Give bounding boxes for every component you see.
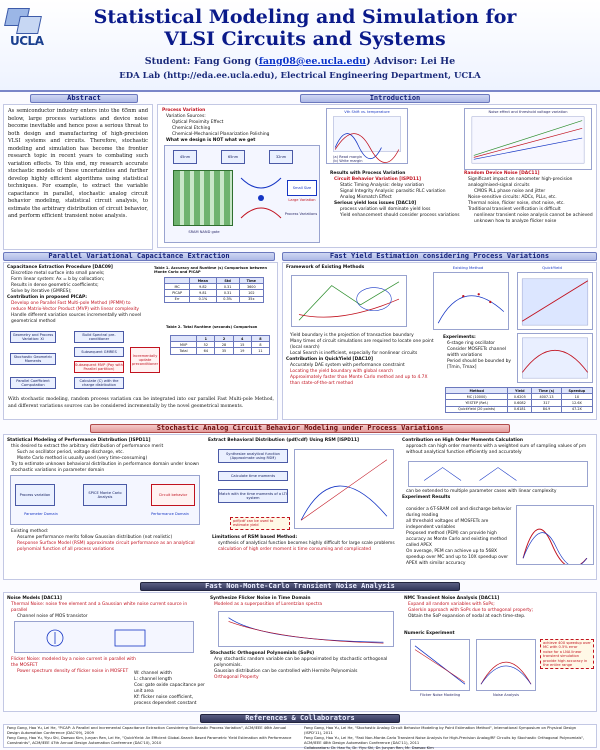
flow-coeff: Parallel Coefficient Computation	[10, 377, 56, 389]
flow-precond: Build Spectral pre-conditioner	[74, 331, 124, 343]
abstract-panel	[3, 104, 153, 250]
student-name: Fang Gong	[193, 56, 251, 67]
results-item: all threshold voltages of MOSFETs are independent variables	[406, 519, 489, 530]
node-45nm: 45nm	[173, 150, 197, 164]
cap-item: Develop one Parallel Fast Multi-pole Method (PFMM) to reduce Matrix-Vector Product (MVP) with linear complexity	[11, 301, 140, 312]
noise-col1-flicker	[7, 657, 137, 675]
noise-item: Significant impact on nanometer high-precision analog/mixed-signal circuits	[468, 177, 573, 188]
experiment-item: Consider MOSFETs channel width variations	[447, 347, 507, 358]
noise-item: unknown how to analyze flicker noise	[474, 219, 557, 224]
advisor-label: Advisor:	[373, 56, 418, 67]
cap-item: Capacitance Extraction Procedure [DAC09]	[7, 265, 113, 270]
yield-item: Locating the yield boundary with global search	[290, 369, 393, 374]
parameter-domain-label: Parameter Domain	[24, 512, 58, 516]
moment-formula-glyphs	[409, 462, 587, 486]
yield-item: Local Search is inefficient, especially for nonlinear circuits	[290, 351, 418, 356]
node-32nm: 32nm	[269, 150, 293, 164]
noise-col3-head: NMC Transient Noise Analysis [DAC11]	[404, 596, 500, 601]
yield-item: Approximately faster than Monte Carlo method and up to 4.7X than state-of-the-art method	[290, 375, 428, 386]
what-we-design: What we design is NOT what we get	[166, 138, 256, 143]
results-item: consider a 6T-SRAM cell and discharge behavior during reading	[406, 507, 512, 518]
stochastic-heading: Stochastic Analog Circuit Behavior Modeling under Process Variations	[90, 424, 510, 433]
noise-col2-sub: Modeled as a superposition of Lorentzian spectra	[214, 602, 323, 607]
poster-header	[0, 0, 600, 92]
noise-col3-item: Galerkin approach with SoPs due to orthogonal property;	[408, 608, 534, 613]
existing-method-chart	[433, 272, 509, 330]
numeric-note: provide high accuracy in the entire range	[543, 658, 588, 668]
table2	[170, 335, 270, 355]
experiment-item: Period should be bounded by [Tmin, Tmax]	[447, 359, 512, 370]
noise-item: Noise-sensitive circuits: ADCs, PLLs, etc.	[468, 195, 557, 200]
fast-noise-panel	[3, 592, 597, 712]
table-row: 1 2 4 8	[171, 336, 270, 342]
stoch-col2-limits	[208, 535, 398, 553]
framework-head-wrap	[286, 265, 426, 271]
existing-method-plot	[434, 273, 508, 329]
stoch-col1-item: Existing method:	[11, 529, 49, 534]
results-item: Proposed method (PEM) can provide high accuracy as Monte Carlo and existing method called APEX	[406, 531, 507, 548]
variation-sources-label: Variation Sources:	[166, 114, 206, 119]
stoch-col1-item: Such as oscillator period, voltage discharge, etc.	[17, 450, 124, 455]
stoch-col1	[7, 438, 203, 474]
circuit-item: Static Timing Analysis: delay variation	[340, 183, 424, 188]
circuit-behavior-head: Circuit Behavior Variation [ISPD11]	[334, 177, 422, 182]
yield-item: process variation will dominate yield loss	[340, 207, 431, 212]
yield-item: Accurately DAE system with performance constraint	[290, 363, 405, 368]
table-row: Mean Std Time	[165, 278, 264, 284]
numeric-note: achieve 40X speedup over MC with 0.5% error	[543, 641, 591, 650]
noise-analysis-plot	[477, 640, 535, 690]
references-panel	[3, 724, 597, 748]
circuit-item: Signal Integrity Analysis: parasitic RLC variation	[340, 189, 446, 194]
stoch-col2-item: Limitations of RSM based Method:	[212, 535, 298, 540]
introduction-heading: Introduction	[300, 94, 490, 103]
references-left	[7, 726, 297, 746]
parallel-cap-panel	[3, 262, 278, 420]
sop-block	[210, 651, 400, 681]
reference-item: Fang Gong, Hao Yu, Lei He, "PiCAP: A Parallel and Incremental Capacitance Extraction Considering Stochastic Process Variation", ACM/IEEE 46th Annual Design Automation Conference (DAC'09), 2009	[7, 726, 287, 736]
cap-item: Form linear system: Ax = b by collocation;	[11, 277, 105, 282]
quickyield-plot	[518, 273, 592, 329]
stoch-col1-item: this desired to extract the arbitrary distribution of performance merit	[11, 444, 164, 449]
parallel-cap-heading: Parallel Variational Capacitance Extraction	[3, 252, 275, 261]
flicker-model-plot	[411, 640, 469, 690]
numeric-callout	[540, 639, 594, 669]
yield-item: Yield enhancement should consider process variations	[340, 213, 460, 218]
table-row: Method Yield Time (s) Speedup	[446, 388, 593, 394]
node-65nm: 65nm	[221, 150, 245, 164]
noise-col1-item: Flicker Noise: modeled by a noise current in parallel with the MOSFET	[11, 657, 136, 668]
noise-legend	[134, 671, 206, 707]
table-row: Total 64 35 19 11	[171, 348, 270, 354]
references-heading: References & Collaborators	[200, 714, 400, 723]
abstract-heading: Abstract	[30, 94, 138, 103]
table-row: MVP 52 28 15 8	[171, 342, 270, 348]
thermal-noise-figure	[14, 621, 194, 653]
pem-results-plot	[517, 506, 593, 564]
numeric-note: noise for a LNA linear transient simulation	[543, 649, 582, 659]
results-head: Results with Process Variation	[330, 171, 406, 176]
experiment-item: 6-stage ring oscillator	[447, 341, 495, 346]
results-item: On average, PEM can achieve up to 568X speedup over MC and up to 10X speedup over APEX with similar accuracy	[406, 549, 509, 566]
flow-gmres: Subsequent GMRES	[74, 347, 124, 357]
cap-item: Results in dense geometric coefficients;	[11, 283, 99, 288]
stoch-col3-item: can be extended to multiple parameter cases with linear complexity	[406, 489, 557, 494]
noise-col1	[7, 596, 203, 620]
existing-method-label: Existing Method	[452, 265, 484, 270]
sop-item: Gaussian distribution can be controlled with Hermite Polynomials	[214, 669, 358, 674]
noise-legend-item: Cox: gate oxide capacitance per unit area	[134, 683, 205, 694]
noise-item: nonlinear transient noise analysis cannot be achieved	[474, 213, 593, 218]
fast-yield-panel	[282, 262, 597, 420]
spice-mc-box: SPICE Monte Carlo Analysis	[83, 484, 127, 506]
noise-item: Thermal noise, flicker noise, shot noise, etc.	[468, 201, 565, 206]
numeric-block	[404, 631, 594, 637]
process-variation-head: Process Variation	[162, 108, 206, 113]
reference-item: Fang Gong, Hao Yu, Yiyu Shi, Daesoo Kim, Junyan Ren, Lei He, "QuickYield: An Efficient Global-Search Based Parametric Yield Estimation with Performance Constraints", ACM/IEEE 47th Annual Design Automation Conference (DAC'10), 2010	[7, 736, 292, 746]
cap-item: Handle different variation sources incrementally with novel geometrical method	[11, 313, 142, 324]
moment-formula	[408, 461, 588, 487]
stoch-col3-head: Contribution on High Order Moments Calculation	[402, 438, 523, 443]
device-scaling-diagram	[164, 145, 320, 243]
stochastic-panel	[3, 434, 597, 580]
noise-col2-head: Synthesize Flicker Noise in Time Domain	[210, 596, 311, 601]
process-variation-box: Process variation	[15, 484, 55, 506]
random-device-noise	[464, 171, 594, 225]
student-label: Student:	[144, 56, 191, 67]
numeric-head: Numeric Experiment	[404, 631, 455, 636]
flicker-model-label: Flicker Noise Modeling	[419, 693, 461, 697]
ucla-logo	[6, 8, 46, 52]
quickyield-label: QuickYield	[542, 265, 562, 270]
advisor-name: Lei He	[420, 56, 456, 67]
stoch-col1-item: Try to estimate unknown behavioral distribution in performance domain under known stochastic variations in parameter domain	[11, 462, 200, 473]
flow-match: Match with the time moments of a LTI system	[218, 489, 288, 503]
results-items	[402, 507, 512, 567]
noise-analysis-chart	[476, 639, 536, 691]
noise-effect-plot	[465, 109, 591, 169]
yield-item: Contribution in QuickYield [DAC10]	[286, 357, 373, 362]
flow-geometry: Geometry and Process Variation: Xi	[10, 331, 56, 343]
abstract-body: As semiconductor industry enters into the 65nm and below, large process variations and device noise become inevitable and hence pose a serious threat to both design and manufacturing of high-precision VLSI systems and circuits. Therefore, stochastic modeling and simulation has become the frontier research topic in recent years to combating such variation effects. To this end, my research accurate stochastic models of these uncertainties and further develop highly efficient algorithms using statistical techniques. For example, to extract the variable capacitance in parallel, stochastic analog circuit behavior modeling, statistical circuit analysis, to estimate the arbitrary distribution of circuit behavior, and perform efficient transient noise analysis.	[8, 108, 148, 219]
performance-domain-label: Performance Domain	[151, 512, 189, 516]
noise-effect-chart-title: Noise effect and threshold voltage variation	[488, 110, 568, 114]
yield-item: Many times of circuit simulations are required to locate one point (local search)	[290, 339, 434, 350]
source-item: Chemical Etching	[172, 126, 211, 131]
parallel-cap-bullets	[7, 265, 147, 325]
logo-text: UCLA	[10, 34, 44, 48]
noise-col3-item: Obtain the SoP expansion of nodal at each time-step.	[408, 614, 526, 619]
framework-head: Framework of Existing Methods	[286, 265, 365, 270]
sop-item: Any stochastic random variable can be approximated by stochastic orthogonal polynomials.	[214, 657, 388, 668]
table-row: PICAP 9.81 0.31 102	[165, 290, 264, 296]
pem-results-chart	[516, 505, 594, 565]
noise-col1-head: Noise Models [DAC11]	[7, 596, 62, 601]
flow-moments: Calculate time moments	[218, 471, 288, 481]
table2-title: Table 2. Total Runtime (seconds) Comparison	[166, 325, 258, 329]
parallel-cap-footer: With stochastic modeling, random process variation can be integrated into our parallel Fast Multi-pole Method, and different variations sources can be considered incrementally by the novel geometrical moments.	[8, 397, 274, 409]
noise-effect-chart	[464, 108, 592, 170]
results-process-variation	[330, 171, 462, 219]
experiments-block	[443, 335, 513, 371]
thermal-noise-circuit-icon	[15, 622, 195, 654]
references-right	[304, 726, 594, 750]
pdf-yield-callout: pdf/cdf can be used to estimate yield	[230, 517, 290, 530]
table1-title: Table 1. Accuracy and Runtime (s) Comparison between Monte Carlo and PICAP	[154, 266, 268, 274]
stoch-col2	[208, 438, 398, 444]
stoch-col1-head: Statistical Modeling of Performance Distribution [ISPD11]	[7, 438, 151, 443]
poster-title: Statistical Modeling and Simulation for VLSI Circuits and Systems	[93, 6, 517, 50]
flow-calc-c: Calculate (C) with the charge distribution	[74, 377, 124, 389]
vth-shift-chart	[326, 108, 408, 164]
large-variation-label: Large Variation	[288, 198, 316, 202]
chart1-note-b: (b) Write margin	[333, 159, 363, 163]
flow-moments: Stochastic Geometric Moments	[10, 353, 56, 365]
yield-boundary-figure	[291, 275, 407, 327]
noise-col3	[404, 596, 594, 620]
sop-head: Stochastic Orthogonal Polynomials (SoPs)	[210, 651, 315, 656]
table-row: MC (10000) 0.6205 4007.13 1X	[446, 394, 593, 400]
noise-legend-item: L: channel length	[134, 677, 173, 682]
sram-nand-label: SRAM NAND gate	[188, 230, 220, 234]
stoch-col3	[402, 438, 594, 456]
stoch-col2-item: calculation of high order moment is time consuming and complicated	[218, 547, 371, 552]
reference-item: Fang Gong, Hao Yu, Lei He, "Fast Non-Monte-Carlo Transient Noise Analysis for High-Precision Analog/RF Circuits by Stochastic Orthogonal Polynomials", ACM/IEEE 48th Design Automation Conference (DAC'11), 2011	[304, 736, 585, 746]
results-head: Experiment Results	[402, 495, 451, 500]
student-email-link[interactable]: fang08@ee.ucla.edu	[258, 56, 367, 67]
cap-item: Contribution in proposed PICAP:	[7, 295, 88, 300]
authors-line: Student: Fang Gong (fang08@ee.ucla.edu) Advisor: Lei He	[144, 56, 456, 67]
process-variations-label: Process Variations	[284, 212, 318, 216]
source-item: Optical Proximity Effect	[172, 120, 224, 125]
flow-mvp: Subsequent MVP (Pay with Parallel partition)	[75, 362, 123, 371]
lorentzian-plot	[219, 612, 393, 646]
layout-thumbnail	[173, 170, 233, 226]
noise-item: Traditional transient verification is difficult	[468, 207, 561, 212]
noise-col2	[210, 596, 400, 608]
inverter-graph-icon	[237, 170, 285, 226]
stoch-col1-existing	[7, 529, 203, 553]
chart1-note-a: (a) Read margin	[333, 155, 362, 159]
yield-results-table	[445, 387, 593, 413]
flow-incremental: Incrementally update preconditioner	[130, 347, 160, 373]
param-perf-domain-figure	[10, 475, 200, 525]
stoch-col1-item: Assume performance merits follow Gaussian distribution (not realistic)	[17, 535, 173, 540]
affiliation: EDA Lab (http://eda.ee.ucla.edu), Electrical Engineering Department, UCLA	[119, 71, 481, 81]
quickyield-chart	[517, 272, 593, 330]
introduction-panel	[157, 104, 597, 248]
fast-yield-heading: Fast Yield Estimation considering Process Variations	[282, 252, 597, 261]
experiments-head: Experiments:	[443, 335, 476, 340]
rsm-equation-figure	[294, 449, 394, 529]
fast-noise-heading: Fast Non-Monte-Carlo Transient Noise Analysis	[140, 582, 460, 591]
ring-osc-plot	[518, 334, 592, 382]
noise-col1-item: Channel noise of MOS transistor	[17, 614, 88, 619]
table-row: YESTEP (Ref.) 0.6082 317 12.6X	[446, 400, 593, 406]
noise-analysis-label: Noise Analysis	[493, 693, 519, 697]
noise-col3-item: Expand all random variables with SoPs;	[408, 602, 495, 607]
ring-osc-chart	[517, 333, 593, 383]
source-item: Chemical-Mechanical Planarization Polishing	[172, 132, 270, 137]
circuit-behavior-box: Circuit behavior	[151, 484, 195, 506]
yield-item: Yield boundary is the projection of transaction boundary	[290, 333, 414, 338]
reference-item: Fang Gong, Hao Yu, Lei He, "Stochastic Analog Circuit Behavior Modeling by Point Estimation Method", International Symposium on Physical Design (ISPD'11), 2011	[304, 726, 577, 736]
stoch-col3-ext	[402, 489, 594, 501]
reference-item: Collaborators: Dr. Hao Yu, Dr. Yiyu Shi, Dr. Junyan Ren, Mr. Daesoo Kim	[304, 746, 434, 750]
stoch-col1-item: Monte Carlo method is usually used (very time-consuming)	[17, 456, 148, 461]
rsm-equation-plot	[295, 450, 393, 528]
table-row: Err 0.1% 0.3% 35x	[165, 296, 264, 302]
lorentzian-chart	[218, 611, 394, 647]
noise-item: CMOS PLL phase noise and jitter	[474, 189, 546, 194]
cap-item: Discretize metal surface into small panels;	[11, 271, 105, 276]
stoch-col2-item: synthesis of analytical function becomes highly difficult for large scale problems	[218, 541, 395, 546]
noise-legend-item: W: channel width	[134, 671, 172, 676]
sop-item: Orthogonal Property	[214, 675, 259, 680]
noise-legend-item: Kf: flicker noise coefficient, process dependent constant	[134, 695, 197, 706]
process-variation-block	[162, 108, 312, 144]
vth-shift-chart-title: Vth Shift vs. temperature	[344, 110, 390, 114]
noise-col1-item: Power spectrum density of flicker noise in MOSFET	[17, 669, 129, 674]
noise-col1-item: Thermal Noise: noise free element and a Gaussian white noise current source in parallel	[11, 602, 188, 613]
table-row: QuickYield (20 points) 0.6181 84.9 47.2X	[446, 406, 593, 412]
flow-synthesize: Synthesize analytical function (Approximate using RSM)	[218, 449, 288, 463]
circuit-item: Analog Mismatch Effect	[340, 195, 392, 200]
table-row: MC 9.82 0.31 3600	[165, 284, 264, 290]
small-size-box: Small Size	[287, 180, 317, 196]
stoch-col1-item: Response Surface Model (RSM) approximate circuit performance as an analytical polynomial function of all process variations	[17, 541, 195, 552]
flicker-model-chart	[410, 639, 470, 691]
cap-item: Solve by iterative (GMRES);	[11, 289, 72, 294]
stoch-col3-item: approach can high order moments with a weighted sum of sampling values of pm without analytical function efficiently and accurately	[406, 444, 587, 455]
table1	[164, 277, 264, 303]
yield-bullets	[286, 333, 436, 387]
yield-loss-head: Serious yield loss issues [DAC10]	[334, 201, 417, 206]
yield-boundary-plot	[292, 276, 406, 326]
stoch-col2-head: Extract Behavioral Distribution (pdf/cdf) Using RSM [ISPD11]	[208, 438, 360, 443]
random-noise-head: Random Device Noise [DAC11]	[464, 171, 540, 176]
